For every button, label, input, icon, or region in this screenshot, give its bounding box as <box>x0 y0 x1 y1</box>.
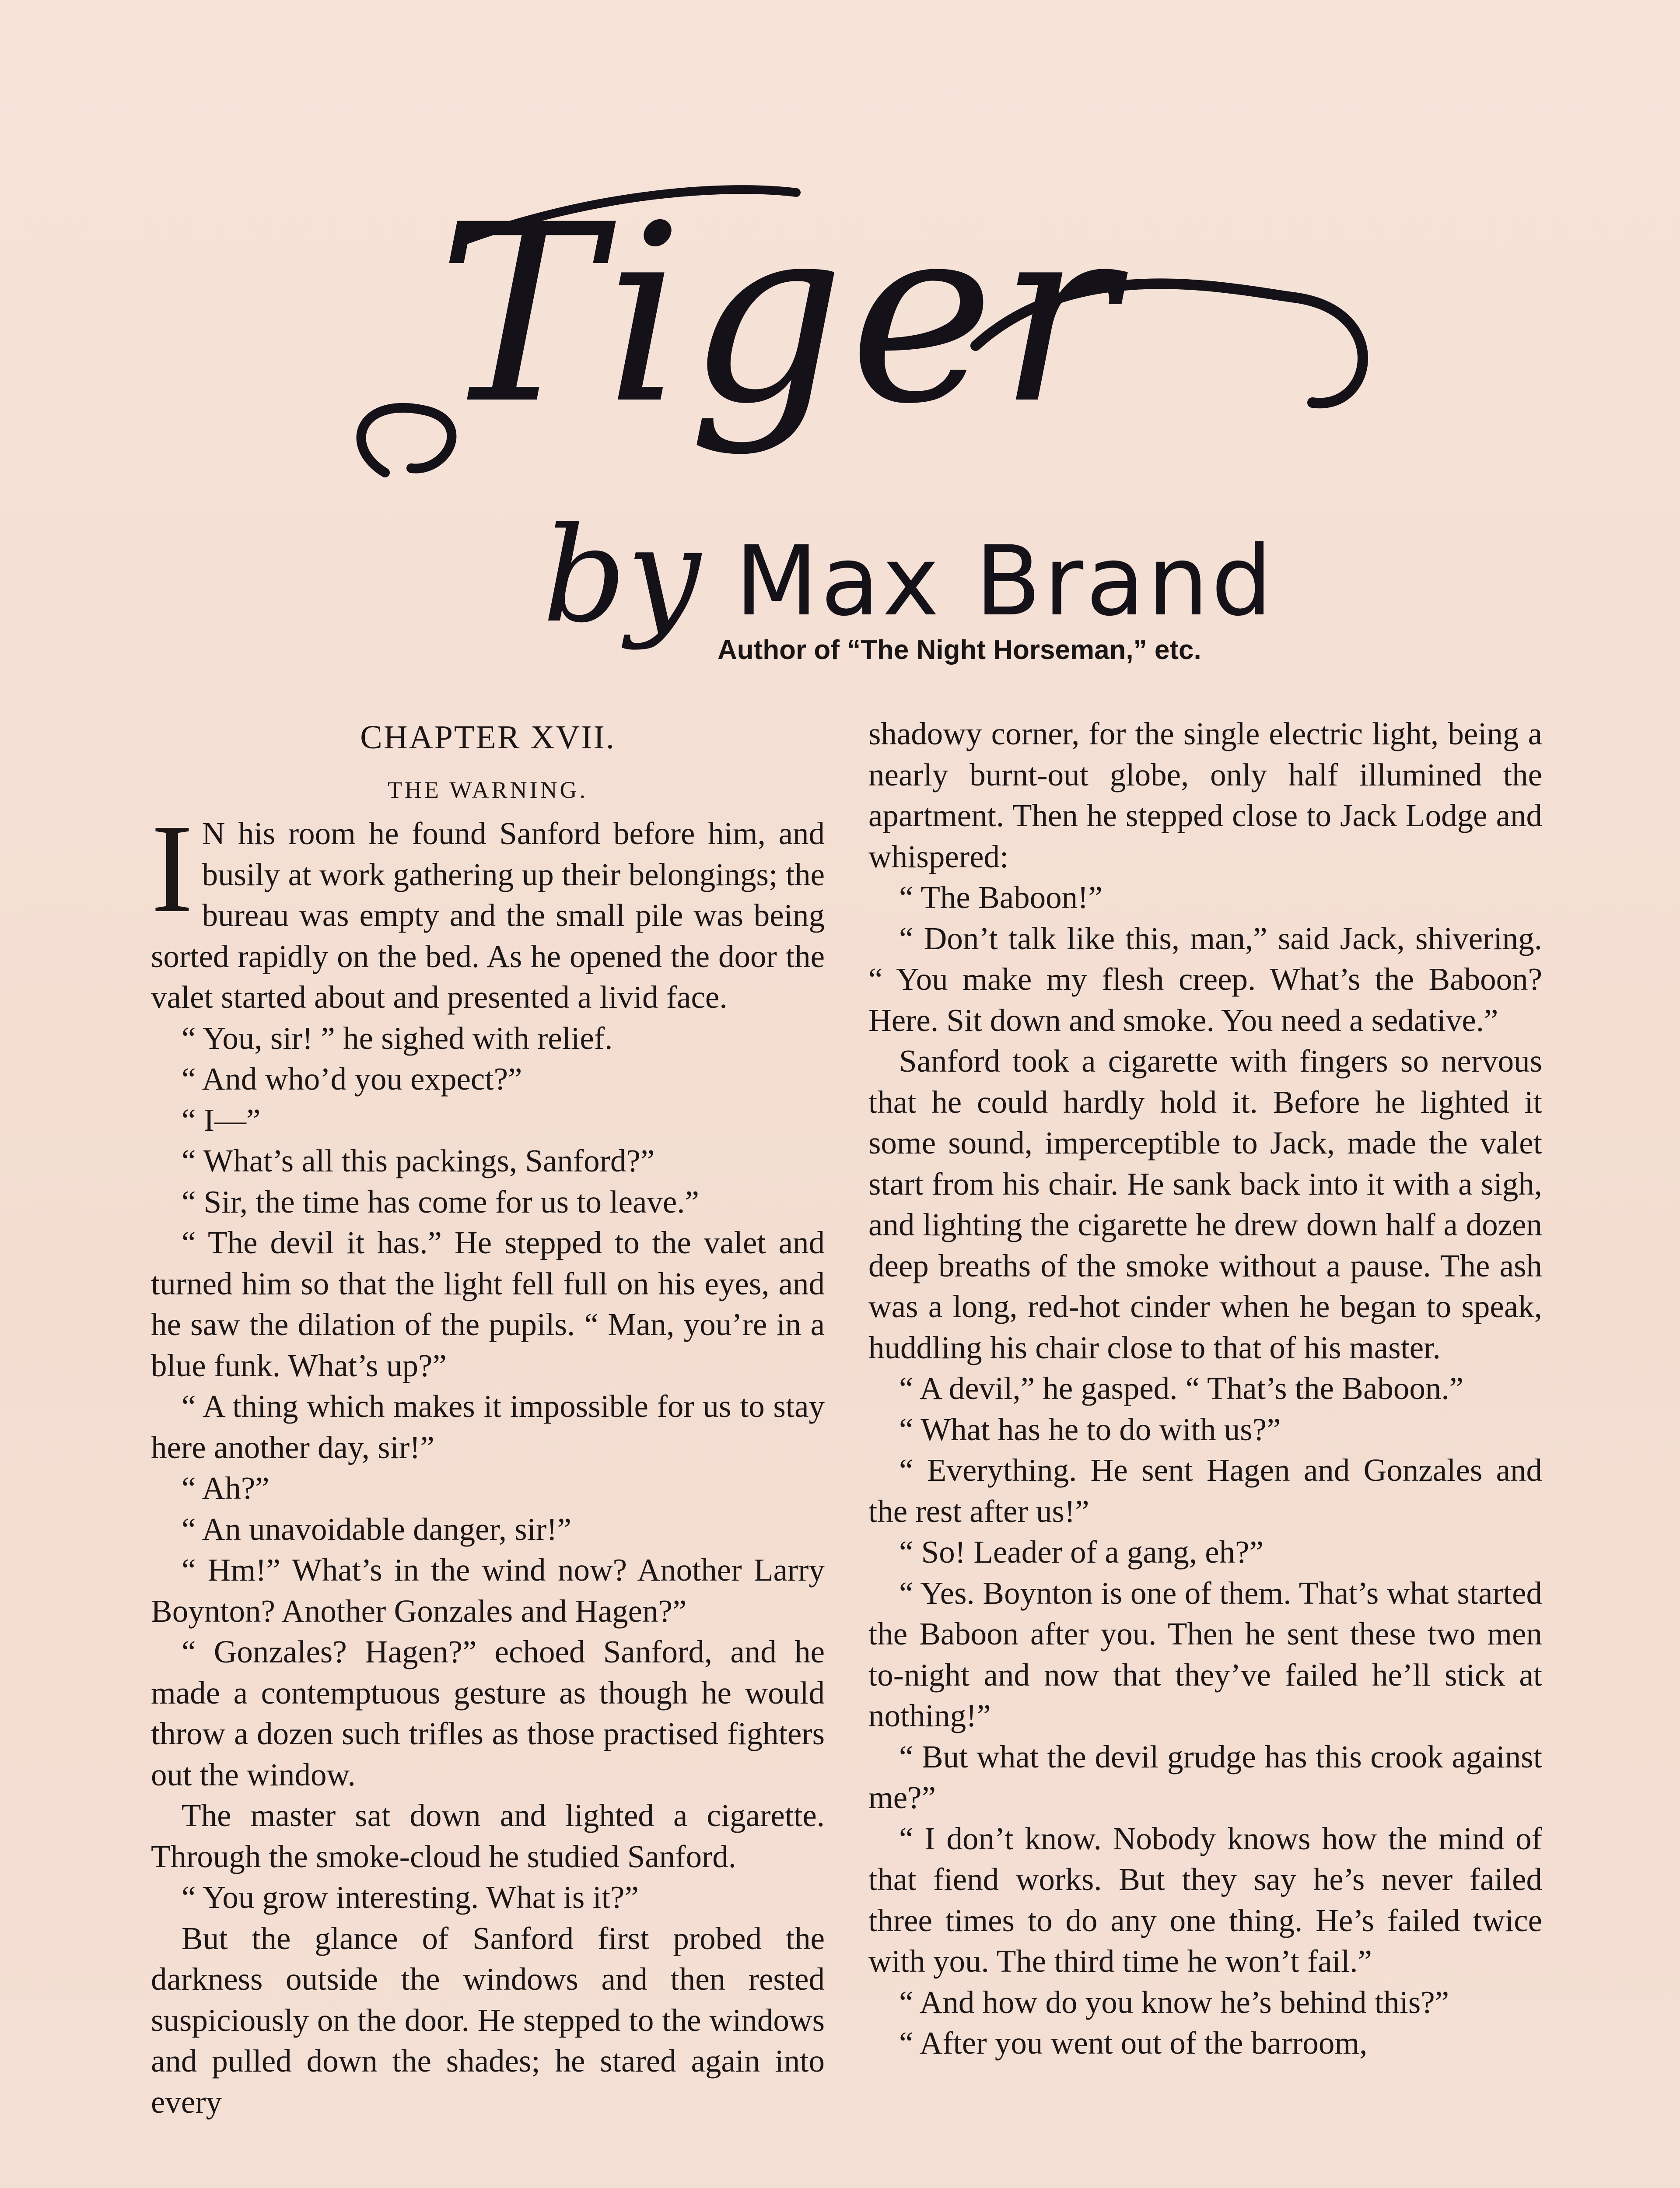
paragraph: “ A thing which makes it impossible for us to stay here another day, sir!” <box>151 1389 825 1465</box>
right-column <box>868 713 1542 2064</box>
chapter-subhead: THE WARNING. <box>388 777 588 803</box>
paragraph: “ And who’d you expect?” <box>182 1061 522 1097</box>
story-title: Tiger <box>438 172 1120 458</box>
paragraph: “ You, sir! ” he sighed with relief. <box>182 1020 613 1056</box>
drop-cap: I <box>151 798 193 939</box>
paragraph <box>151 798 825 1018</box>
paragraph: “ What’s all this packings, Sanford?” <box>182 1143 655 1178</box>
paragraph: But the glance of Sanford first probed the darkness outside the windows and then rested suspiciously on the door. He stepped to the windows and pulled down the shades; he stared again into every <box>151 1920 825 2120</box>
paragraph: “ You grow interesting. What is it?” <box>182 1879 639 1915</box>
paragraph: shadowy corner, for the single electric light, being a nearly burnt-out globe, only half illumined the apartment. Then he stepped close to Jack Lodge and whispered: <box>868 716 1542 874</box>
paragraph: The master sat down and lighted a cigarette. Through the smoke-cloud he studied Sanford. <box>151 1798 825 1874</box>
paragraph: “ An unavoidable danger, sir!” <box>182 1511 572 1547</box>
paragraph: “ I—” <box>182 1102 261 1138</box>
paragraph: Sanford took a cigarette with fingers so nervous that he could hardly hold it. Before he lighted it some sound, imperceptible to Jack, made the valet start from his chair. He sank back into it with a sigh, and lighting the cigarette he drew down half a dozen deep breaths of the smoke without a pause. The ash was a long, red-hot cinder when he began to speak, huddling his chair close to that of his master. <box>868 1043 1542 1365</box>
paragraph: “ The devil it has.” He stepped to the valet and turned him so that the light fell full on his eyes, and he saw the dilation of the pupils. “ Man, you’re in a blue funk. What’s up?” <box>151 1225 825 1383</box>
paragraph: “ Sir, the time has come for us to leave.” <box>182 1184 699 1220</box>
left-column <box>151 713 825 2122</box>
paragraph: “ Don’t talk like this, man,” said Jack, shivering. “ You make my flesh creep. What’s the Baboon? Here. Sit down and smoke. You need a sedative.” <box>868 920 1542 1038</box>
paragraph: “ The Baboon!” <box>899 880 1102 915</box>
paragraph: “ So! Leader of a gang, eh?” <box>899 1534 1264 1570</box>
paragraph: “ I don’t know. Nobody knows how the mind of that fiend works. But they say he’s never failed three times to do any one thing. He’s failed twice with you. The third time he won’t fail.” <box>868 1820 1542 1979</box>
paragraph: “ Hm!” What’s in the wind now? Another Larry Boynton? Another Gonzales and Hagen?” <box>151 1552 825 1629</box>
paragraph-text: N his room he found Sanford before him, and busily at work gathering up their belongings; the bureau was empty and the small pile was being sorted rapidly on the bed. As he opened the door the valet started about and presented a livid face. <box>151 816 825 1015</box>
paragraph: “ A devil,” he gasped. “ That’s the Baboon.” <box>899 1371 1464 1406</box>
paragraph: “ What has he to do with us?” <box>899 1411 1281 1447</box>
paragraph: “ And how do you know he’s behind this?” <box>899 1984 1449 2020</box>
author-name: Max Brand <box>735 525 1275 637</box>
paragraph: “ Everything. He sent Hagen and Gonzales and the rest after us!” <box>868 1452 1542 1529</box>
by-label: by <box>542 499 701 652</box>
chapter-heading: CHAPTER XVII. <box>360 719 616 756</box>
paragraph: “ After you went out of the barroom, <box>899 2025 1368 2061</box>
author-note: Author of “The Night Horseman,” etc. <box>718 635 1201 665</box>
paragraph: “ Ah?” <box>182 1470 270 1506</box>
paragraph: “ Gonzales? Hagen?” echoed Sanford, and he made a contemptuous gesture as though he would throw a dozen such trifles as those practised fighters out the window. <box>151 1634 825 1792</box>
paragraph: “ But what the devil grudge has this crook against me?” <box>868 1739 1542 1815</box>
paragraph: “ Yes. Boynton is one of them. That’s what started the Baboon after you. Then he sent these two men to-night and now that they’ve failed he’ll stick at nothing!” <box>868 1575 1542 1733</box>
